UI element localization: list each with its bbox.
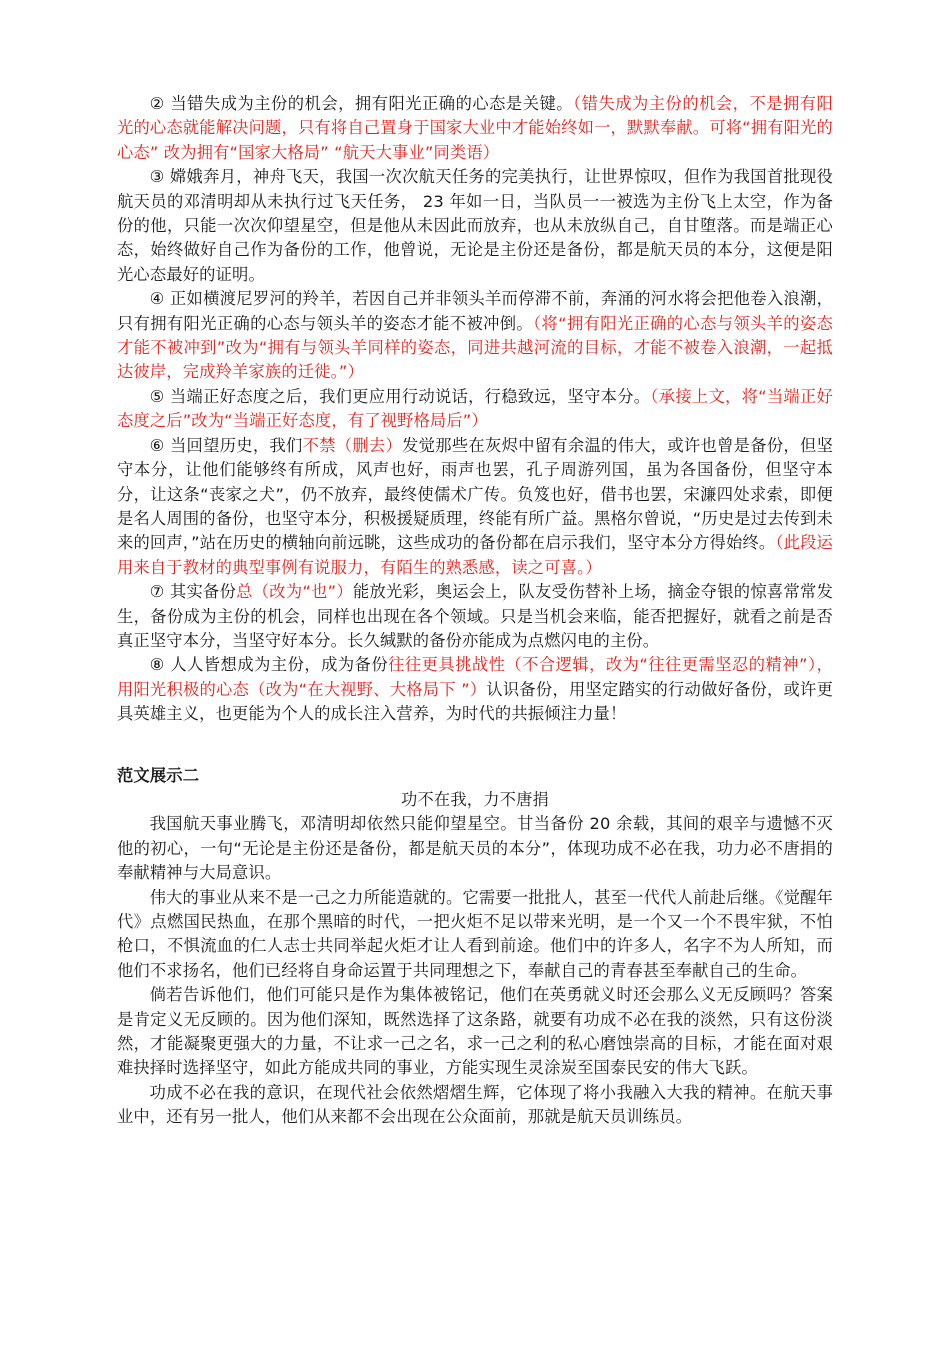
red-comment: 往往更具挑战性（不合逻辑，改为“往往更需坚忍的精神”），用阳光积极的心态（改为“在大视野、大格局下 ”） (117, 655, 833, 699)
section-gap (117, 727, 833, 764)
paragraph-text: ⑦ 其实备份 (149, 582, 237, 602)
red-comment: （错失成为主份的机会，不是拥有阳光的心态就能解决问题，只有将自己置身于国家大业中才能始终如一，默默奉献。可将“拥有阳光的心态” 改为拥有“国家大格局” “航天大事业”同类语） (117, 94, 833, 162)
paragraph-text: ⑧ 人人皆想成为主份，成为备份 (149, 655, 389, 675)
paragraph-4 (117, 287, 833, 385)
paragraph-3 (117, 165, 833, 287)
red-comment: 不禁（删去） (302, 435, 403, 455)
paragraph-text: ⑤ 当端正好态度之后，我们更应用行动说话，行稳致远，坚守本分。 (149, 386, 651, 406)
essay-two (117, 812, 833, 1129)
paragraph-text: ② 当错失成为主份的机会，拥有阳光正确的心态是关键。 (149, 94, 574, 113)
paragraph-text: 能放光彩，奥运会上，队友受伤替补上场，摘金夺银的惊喜常常发生，备份成为主份的机会，同样也出现在各个领域。只是当机会来临，能否把握好，就看之前是否真正坚守本分，当坚守好本分。长久缄默的备份亦能成为点燃闪电的主份。 (117, 582, 833, 650)
essay-paragraph: 倘若告诉他们，他们可能只是作为集体被铭记，他们在英勇就义时还会那么义无反顾吗？答案是肯定义无反顾的。因为他们深知，既然选择了这条路，就要有功成不必在我的淡然，只有这份淡然，才能凝聚更强大的力量，不让求一己之名，求一己之利的私心磨蚀崇高的目标，才能在面对艰难抉择时选择坚守，如此方能成共同的事业，方能实现生灵涂炭至国泰民安的伟大飞跃。 (117, 985, 833, 1078)
red-comment: 总（改为“也”） (236, 582, 353, 602)
essay-paragraph: 我国航天事业腾飞，邓清明却依然只能仰望星空。甘当备份 20 余载，其间的艰辛与遗憾不灭他的初心，一句“无论是主份还是备份，都是航天员的本分”，体现功成不必在我，功力必不唐捐的奉献精神与大局意识。 (117, 814, 833, 883)
paragraph-6 (117, 434, 833, 580)
document-page (117, 92, 833, 1130)
paragraph-text: ⑥ 当回望历史，我们 (149, 435, 303, 455)
red-comment: （承接上文，将“当端正好态度之后”改为“当端正好态度，有了视野格局后”） (117, 386, 833, 431)
essay-one-comments (117, 92, 833, 727)
paragraph-text: ③ 嫦娥奔月，神舟飞天，我国一次次航天任务的完美执行，让世界惊叹，但作为我国首批现役航天员的邓清明却从未执行过飞天任务， 23 年如一日，当队员一一被选为主份飞上太空，作为备份的他，只能一次次仰望星空，但是他从未因此而放弃，也从未放纵自己，自甘堕落。而是端正心态，始终做好自己作为备份的工作，他曾说，无论是主份还是备份，都是航天员的本分，这便是阳光心态最好的证明。 (117, 167, 833, 284)
essay-title: 功不在我，力不唐捐 (401, 789, 549, 809)
red-comment: （将“拥有阳光正确的心态与领头羊的姿态才能不被冲到”改为“拥有与领头羊同样的姿态，同进共越河流的目标，才能不被卷入浪潮，一起抵达彼岸，完成羚羊家族的迁徙。”） (117, 313, 833, 382)
paragraph-2 (117, 92, 833, 165)
paragraph-7 (117, 580, 833, 653)
paragraph-5 (117, 385, 833, 434)
section-title: 范文展示二 (117, 765, 200, 785)
red-comment: （此段运用来自于教材的典型事例有说服力，有陌生的熟悉感，读之可喜。） (117, 533, 833, 577)
essay-paragraph: 伟大的事业从来不是一己之力所能造就的。它需要一批批人，甚至一代代人前赴后继。《觉醒年代》点燃国民热血，在那个黑暗的时代，一把火炬不足以带来光明，是一个又一个不畏牢狱，不怕枪口，不惧流血的仁人志士共同举起火炬才让人看到前途。他们中的许多人，名字不为人所知，而他们不求扬名，他们已经将自身命运置于共同理想之下，奉献自己的青春甚至奉献自己的生命。 (117, 887, 833, 980)
paragraph-text: 认识备份，用坚定踏实的行动做好备份，或许更具英雄主义，也更能为个人的成长注入营养，为时代的共振倾注力量！ (117, 679, 833, 724)
paragraph-text: ④ 正如横渡尼罗河的羚羊，若因自己并非领头羊而停滞不前，奔涌的河水将会把他卷入浪潮，只有拥有阳光正确的心态与领头羊的姿态才能不被冲倒。 (117, 289, 833, 333)
paragraph-8 (117, 653, 833, 726)
paragraph-text: 发觉那些在灰烬中留有余温的伟大，或许也曾是备份，但坚守本分，让他们能够终有所成，风声也好，雨声也罢，孔子周游列国，虽为各国备份，但坚守本分，让这条“丧家之犬”，仍不放弃，最终使儒术广传。负笈也好，借书也罢，宋濂四处求索，即便是名人周围的备份，也坚守本分，积极援疑质理，终能有所广益。黑格尔曾说，“历史是过去传到未来的回声，”站在历史的横轴向前远眺，这些成功的备份都在启示我们，坚守本分方得始终。 (117, 435, 834, 553)
essay-paragraph: 功成不必在我的意识，在现代社会依然熠熠生辉，它体现了将小我融入大我的精神。在航天事业中，还有另一批人，他们从来都不会出现在公众面前，那就是航天员训练员。 (117, 1082, 833, 1127)
